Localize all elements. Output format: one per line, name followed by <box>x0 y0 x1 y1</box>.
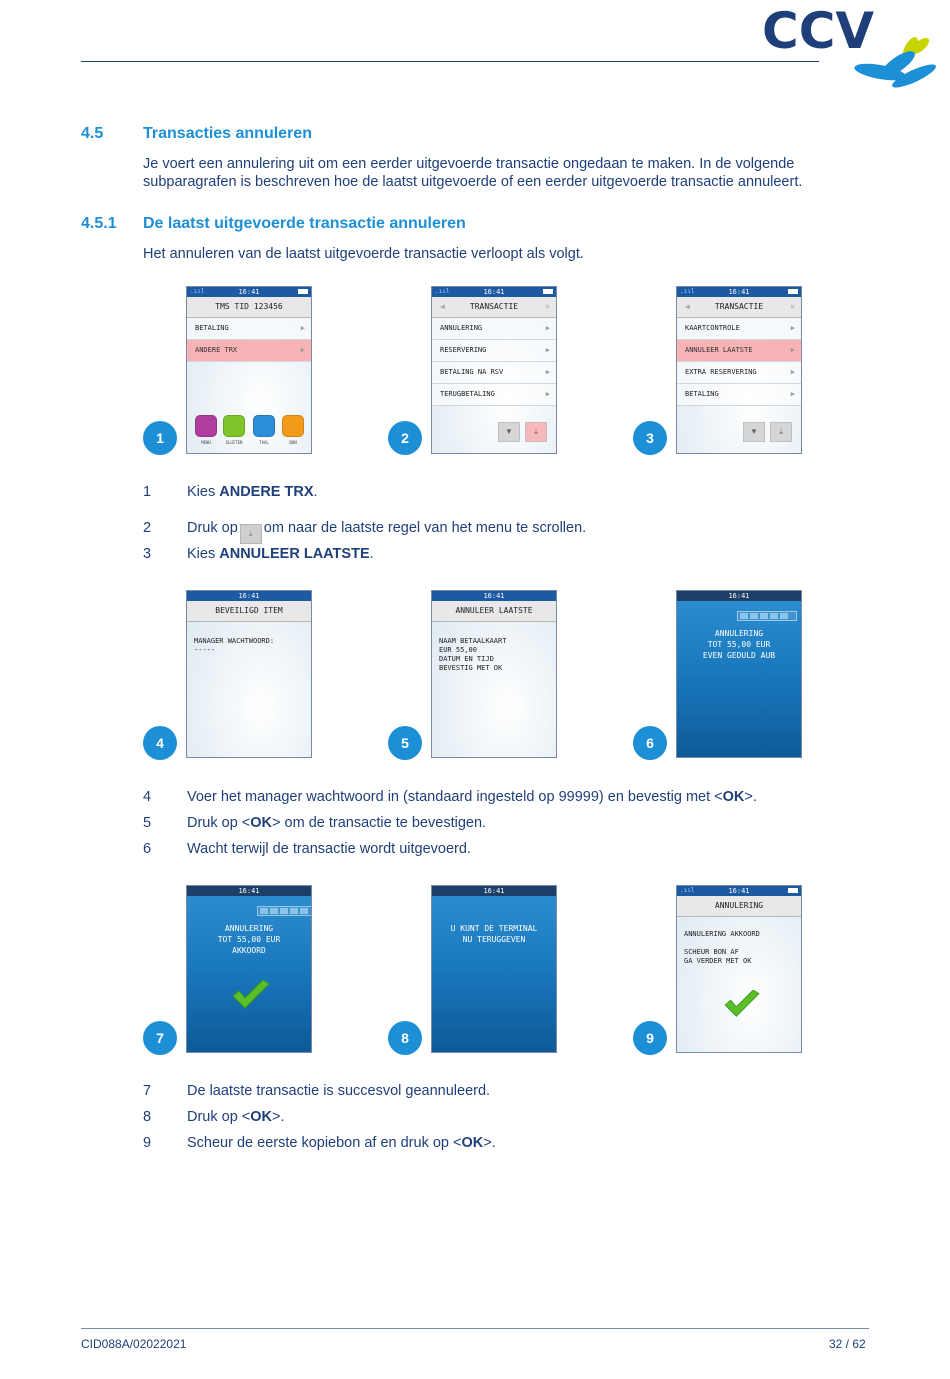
footer-doc-id: CID088A/02022021 <box>81 1337 187 1351</box>
screen-body: NAAM BETAALKAART EUR 55,00 DATUM EN TIJD BEVESTIG MET OK <box>439 637 507 672</box>
app-label: BON <box>289 440 297 445</box>
terminal-screen-8 <box>431 885 557 1053</box>
printer-app-icon[interactable] <box>282 415 304 437</box>
step-text: Kies ANNULEER LAATSTE. <box>187 546 374 562</box>
app-label: MENU <box>201 440 211 445</box>
app-label: SLUITEN <box>225 440 243 445</box>
screen-header <box>432 297 556 318</box>
flag-app-icon[interactable] <box>253 415 275 437</box>
step-badge: 7 <box>143 1021 177 1055</box>
back-arrow-icon[interactable]: ◀ <box>685 302 690 311</box>
menu-item[interactable]: ANNULERING ▶ <box>432 318 556 340</box>
status-bar: 16:41 <box>432 591 556 601</box>
status-bar: .ııl 16:41 <box>187 287 311 297</box>
step-badge: 9 <box>633 1021 667 1055</box>
step-number: 2 <box>143 520 152 536</box>
clock: 16:41 <box>238 288 260 296</box>
scroll-to-end-button[interactable]: ⤓ <box>525 422 547 442</box>
status-bar: .ııl 16:41 <box>677 287 801 297</box>
menu-item-label: ANNULERING <box>440 324 483 332</box>
card-progress-icon <box>257 906 312 916</box>
clock: 16:41 <box>483 288 505 296</box>
step-text: Voer het manager wachtwoord in (standaard ingesteld op 99999) en bevestig met <OK>. <box>187 789 757 805</box>
screen-header: TMS TID 123456 <box>187 297 311 318</box>
close-icon[interactable]: ✕ <box>545 302 550 311</box>
menu-item-label: TERUGBETALING <box>440 390 495 398</box>
terminal-screen-9 <box>676 885 802 1053</box>
status-bar: 16:41 <box>432 886 556 896</box>
terminal-screen-5 <box>431 590 557 758</box>
close-icon[interactable]: ✕ <box>790 302 795 311</box>
scroll-down-button[interactable]: ▼ <box>498 422 520 442</box>
step-badge: 1 <box>143 421 177 455</box>
menu-item-label: ANDERE TRX <box>195 346 238 354</box>
step-number: 5 <box>143 815 152 831</box>
status-bar: 16:41 <box>187 591 311 601</box>
menu-item-label: RESERVERING <box>440 346 487 354</box>
menu-item[interactable]: TERUGBETALING ▶ <box>432 384 556 406</box>
menu-item-andere-trx[interactable]: ANDERE TRX ▶ <box>187 340 311 362</box>
step-number: 8 <box>143 1109 152 1125</box>
step-text: Wacht terwijl de transactie wordt uitgevoerd. <box>187 841 471 857</box>
step-number: 6 <box>143 841 152 857</box>
status-bar: 16:41 <box>187 886 311 896</box>
header-label: TRANSACTIE <box>714 302 764 311</box>
section-title: Transacties annuleren <box>143 125 312 142</box>
subsection-number: 4.5.1 <box>81 215 117 232</box>
step-badge: 6 <box>633 726 667 760</box>
terminal-screen-6 <box>676 590 802 758</box>
terminal-screen-3 <box>676 286 802 454</box>
header-rule <box>81 61 819 62</box>
menu-item-label: ANNULEER LAATSTE <box>685 346 753 354</box>
screen-body: ANNULERING AKKOORD SCHEUR BON AF GA VERDER MET OK <box>684 930 760 965</box>
subsection-intro: Het annuleren van de laatst uitgevoerde transactie verloopt als volgt. <box>143 246 584 262</box>
key-app-icon[interactable] <box>223 415 245 437</box>
clock: 16:41 <box>728 288 750 296</box>
screen-body: U KUNT DE TERMINAL NU TERUGGEVEN <box>450 924 538 944</box>
step-badge: 5 <box>388 726 422 760</box>
step-badge: 4 <box>143 726 177 760</box>
header-label: TRANSACTIE <box>469 302 519 311</box>
step-number: 9 <box>143 1135 152 1151</box>
menu-item-label: BETALING <box>685 390 719 398</box>
menu-item[interactable]: RESERVERING ▶ <box>432 340 556 362</box>
menu-item[interactable]: KAARTCONTROLE ▶ <box>677 318 801 340</box>
step-number: 1 <box>143 484 152 500</box>
screen-header: BEVEILIGD ITEM <box>187 601 311 622</box>
card-progress-icon <box>737 611 797 621</box>
scroll-down-button[interactable]: ▼ <box>743 422 765 442</box>
section-heading <box>81 125 103 143</box>
menu-app-icon[interactable] <box>195 415 217 437</box>
terminal-screen-7 <box>186 885 312 1053</box>
screen-body: ANNULERING TOT 55,00 EUR AKKOORD <box>217 924 281 955</box>
menu-item[interactable]: EXTRA RESERVERING ▶ <box>677 362 801 384</box>
logo-text: CCV <box>762 6 875 60</box>
terminal-screen-4 <box>186 590 312 758</box>
ccv-logo <box>762 6 944 94</box>
step-text: Kies ANDERE TRX. <box>187 484 318 500</box>
step-text: De laatste transactie is succesvol geannuleerd. <box>187 1083 491 1099</box>
menu-item-annuleer-laatste[interactable]: ANNULEER LAATSTE ▶ <box>677 340 801 362</box>
menu-item-label: KAARTCONTROLE <box>685 324 740 332</box>
step-text: Scheur de eerste kopiebon af en druk op <OK>. <box>187 1135 496 1151</box>
menu-item[interactable]: BETALING ▶ <box>677 384 801 406</box>
step-badge: 8 <box>388 1021 422 1055</box>
terminal-screen-1 <box>186 286 312 454</box>
menu-item-label: BETALING NA RSV <box>440 368 504 376</box>
step-text: Druk op ⤓ om naar de laatste regel van het menu te scrollen. <box>187 520 586 544</box>
menu-item[interactable]: BETALING NA RSV ▶ <box>432 362 556 384</box>
step-text: Druk op <OK>. <box>187 1109 285 1125</box>
menu-item-betaling[interactable]: BETALING ▶ <box>187 318 311 340</box>
step-badge: 2 <box>388 421 422 455</box>
scroll-to-end-icon: ⤓ <box>240 524 262 544</box>
checkmark-icon <box>723 990 761 1020</box>
footer-rule <box>81 1328 869 1329</box>
screen-header <box>677 297 801 318</box>
screen-header: ANNULERING <box>677 896 801 917</box>
menu-item-label: EXTRA RESERVERING <box>685 368 757 376</box>
step-text: Druk op <OK> om de transactie te bevestigen. <box>187 815 487 831</box>
step-number: 3 <box>143 546 152 562</box>
step-number: 7 <box>143 1083 152 1099</box>
subsection-title: De laatst uitgevoerde transactie annuleren <box>143 215 466 232</box>
section-number: 4.5 <box>81 125 104 142</box>
screen-body: MANAGER WACHTWOORD: ----- <box>194 637 275 654</box>
status-bar: .ııl 16:41 <box>432 287 556 297</box>
screen-header: ANNULEER LAATSTE <box>432 601 556 622</box>
back-arrow-icon[interactable]: ◀ <box>440 302 445 311</box>
footer-page-number: 32 / 62 <box>829 1337 866 1351</box>
app-label: TAAL <box>259 440 269 445</box>
terminal-screen-2 <box>431 286 557 454</box>
step-badge: 3 <box>633 421 667 455</box>
checkmark-icon <box>231 980 271 1012</box>
menu-item-label: BETALING <box>195 324 229 332</box>
clock: 16:41 <box>728 887 750 895</box>
scroll-to-end-button[interactable]: ⤓ <box>770 422 792 442</box>
status-bar: 16:41 <box>677 591 801 601</box>
step-number: 4 <box>143 789 152 805</box>
screen-body: ANNULERING TOT 55,00 EUR EVEN GEDULD AUB <box>702 629 776 660</box>
section-intro: Je voert een annulering uit om een eerder uitgevoerde transactie ongedaan te maken. In de volgende subparagrafen is beschreven hoe de laatst uitgevoerde of een eerder uitgevoerde transactie annuleert. <box>143 156 803 190</box>
status-bar: .ııl 16:41 <box>677 886 801 896</box>
